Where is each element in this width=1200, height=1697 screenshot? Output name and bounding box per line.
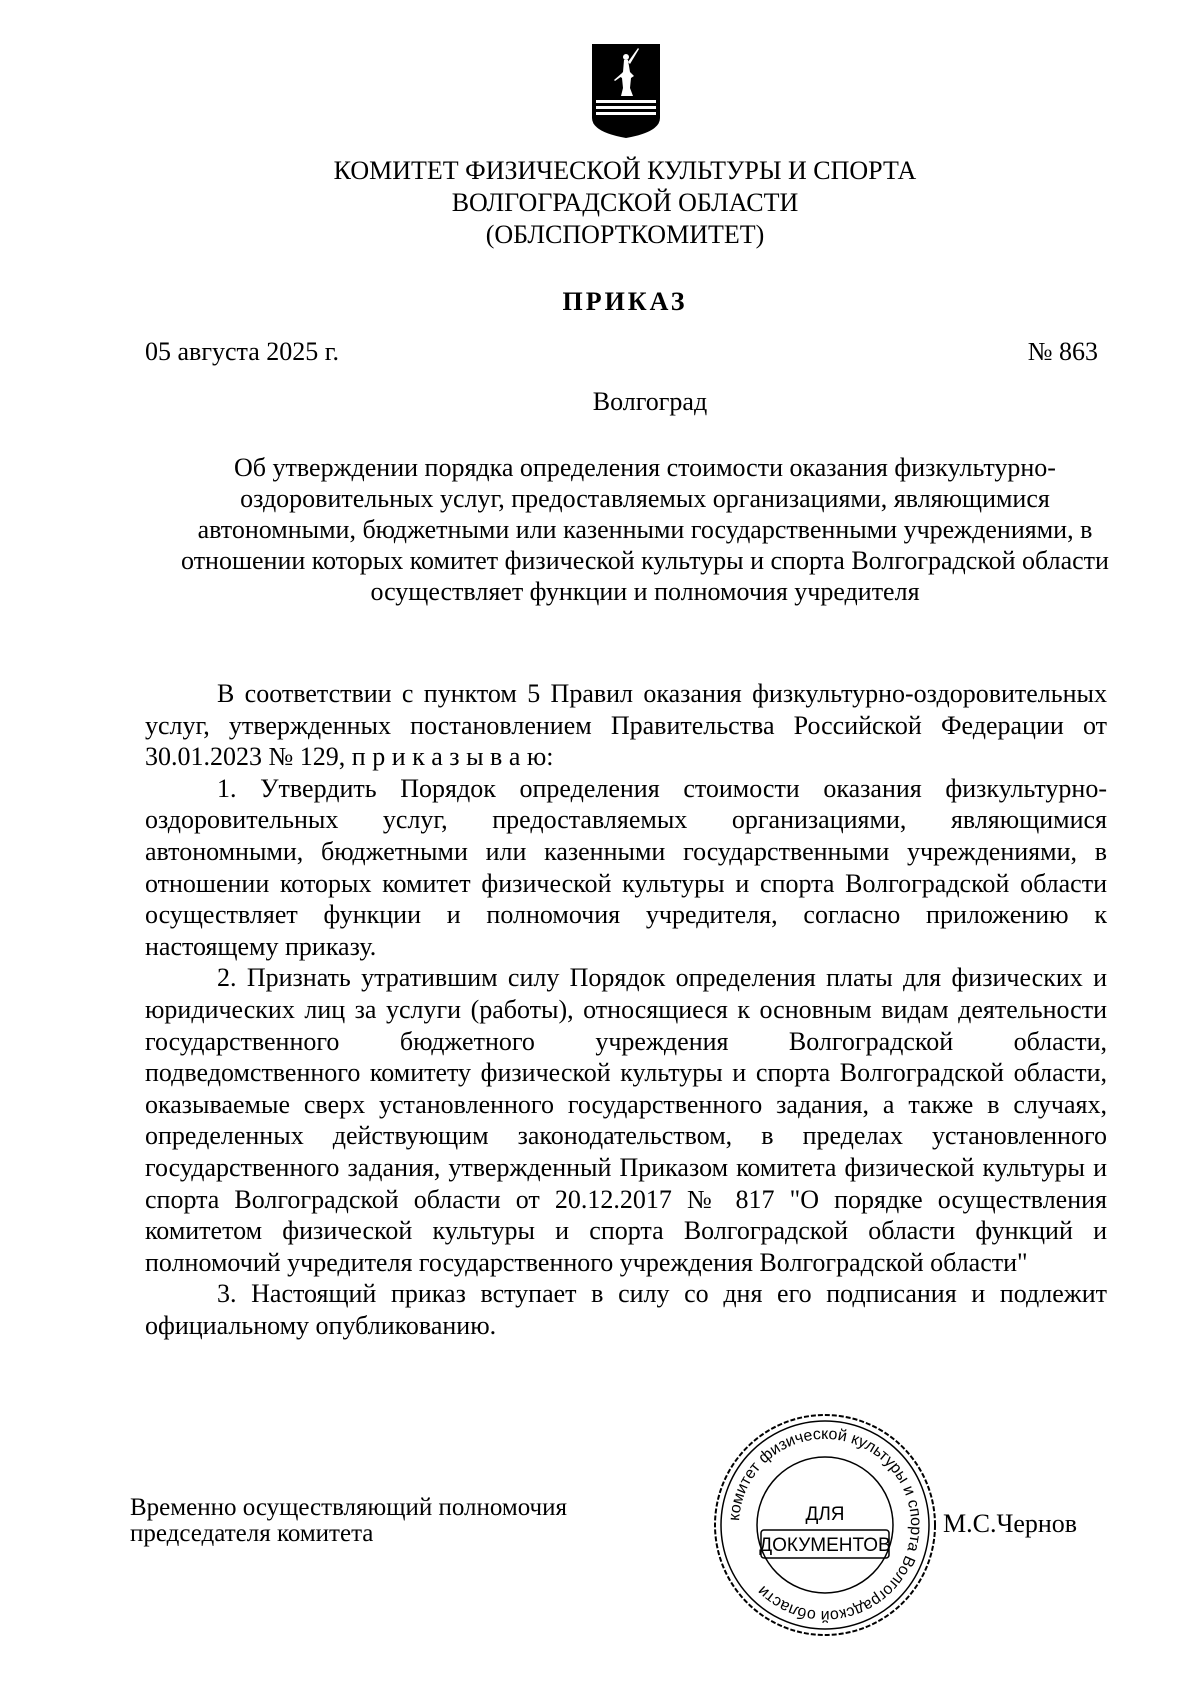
- document-city: Волгоград: [592, 387, 708, 416]
- signer-position-line-1: Временно осуществляющий полномочия: [130, 1494, 568, 1521]
- signer-name: М.С.Чернов: [943, 1509, 1078, 1538]
- document-type: ПРИКАЗ: [562, 287, 688, 316]
- official-stamp: [710, 1410, 940, 1640]
- item-1-paragraph: 1. Утвердить Порядок определения стоимости оказания физкультурно-оздоровительных услуг, предоставляемых организациями, являющимися автономными, бюджетными или казенными государственными учреждениями, в отношении которых комитет физической культуры и спорта Волгоградской области осуществляет функции и полномочия учредителя, согласно приложению к настоящему приказу.: [145, 773, 1107, 961]
- stamp-center-line-2: ДОКУМЕНТОВ: [759, 1535, 891, 1556]
- org-name-line-2: ВОЛГОГРАДСКОЙ ОБЛАСТИ: [451, 188, 799, 217]
- document-date: 05 августа 2025 г.: [145, 337, 339, 366]
- signer-position: [130, 1495, 567, 1547]
- item-3-paragraph: 3. Настоящий приказ вступает в силу со дня его подписания и подлежит официальному опубликованию.: [145, 1279, 1107, 1340]
- document-body: [145, 678, 1107, 1341]
- stamp-ring-text: комитет физической культуры и спорта Волгоградской области: [726, 1425, 925, 1625]
- coat-of-arms-icon: [590, 42, 662, 140]
- signer-position-line-2: председателя комитета: [130, 1520, 374, 1547]
- document-number: № 863: [1027, 337, 1098, 366]
- item-2-paragraph: 2. Признать утратившим силу Порядок определения платы для физических и юридических лиц за услуги (работы), относящиеся к основным видам деятельности государственного бюджетного учреждения Волгоградской области, подведомственного комитету физической культуры и спорта Волгоградской области, оказываемые сверх установленного государственного задания, а также в случаях, определенных действующим законодательством, в пределах установленного государственного задания, утвержденный Приказом комитета физической культуры и спорта Волгоградской области от 20.12.2017 № 817 "О порядке осуществления комитетом физической культуры и спорта Волгоградской области функций и полномочий учредителя государственного учреждения Волгоградской области": [145, 963, 1107, 1277]
- stamp-center-line-1: ДЛЯ: [805, 1504, 845, 1525]
- document-subject: Об утверждении порядка определения стоимости оказания физкультурно-оздоровительных услуг, предоставляемых организациями, являющимися автономными, бюджетными или казенными государственными учреждениями, в отношении которых комитет физической культуры и спорта Волгоградской области осуществляет функции и полномочия учредителя: [181, 453, 1109, 606]
- org-name-line-1: КОМИТЕТ ФИЗИЧЕСКОЙ КУЛЬТУРЫ И СПОРТА: [333, 156, 917, 185]
- org-name-line-3: (ОБЛСПОРТКОМИТЕТ): [485, 220, 765, 249]
- preamble-paragraph: В соответствии с пунктом 5 Правил оказания физкультурно-оздоровительных услуг, утвержденных постановлением Правительства Российской Федерации от 30.01.2023 № 129, п р и к а з ы в а ю:: [145, 679, 1107, 772]
